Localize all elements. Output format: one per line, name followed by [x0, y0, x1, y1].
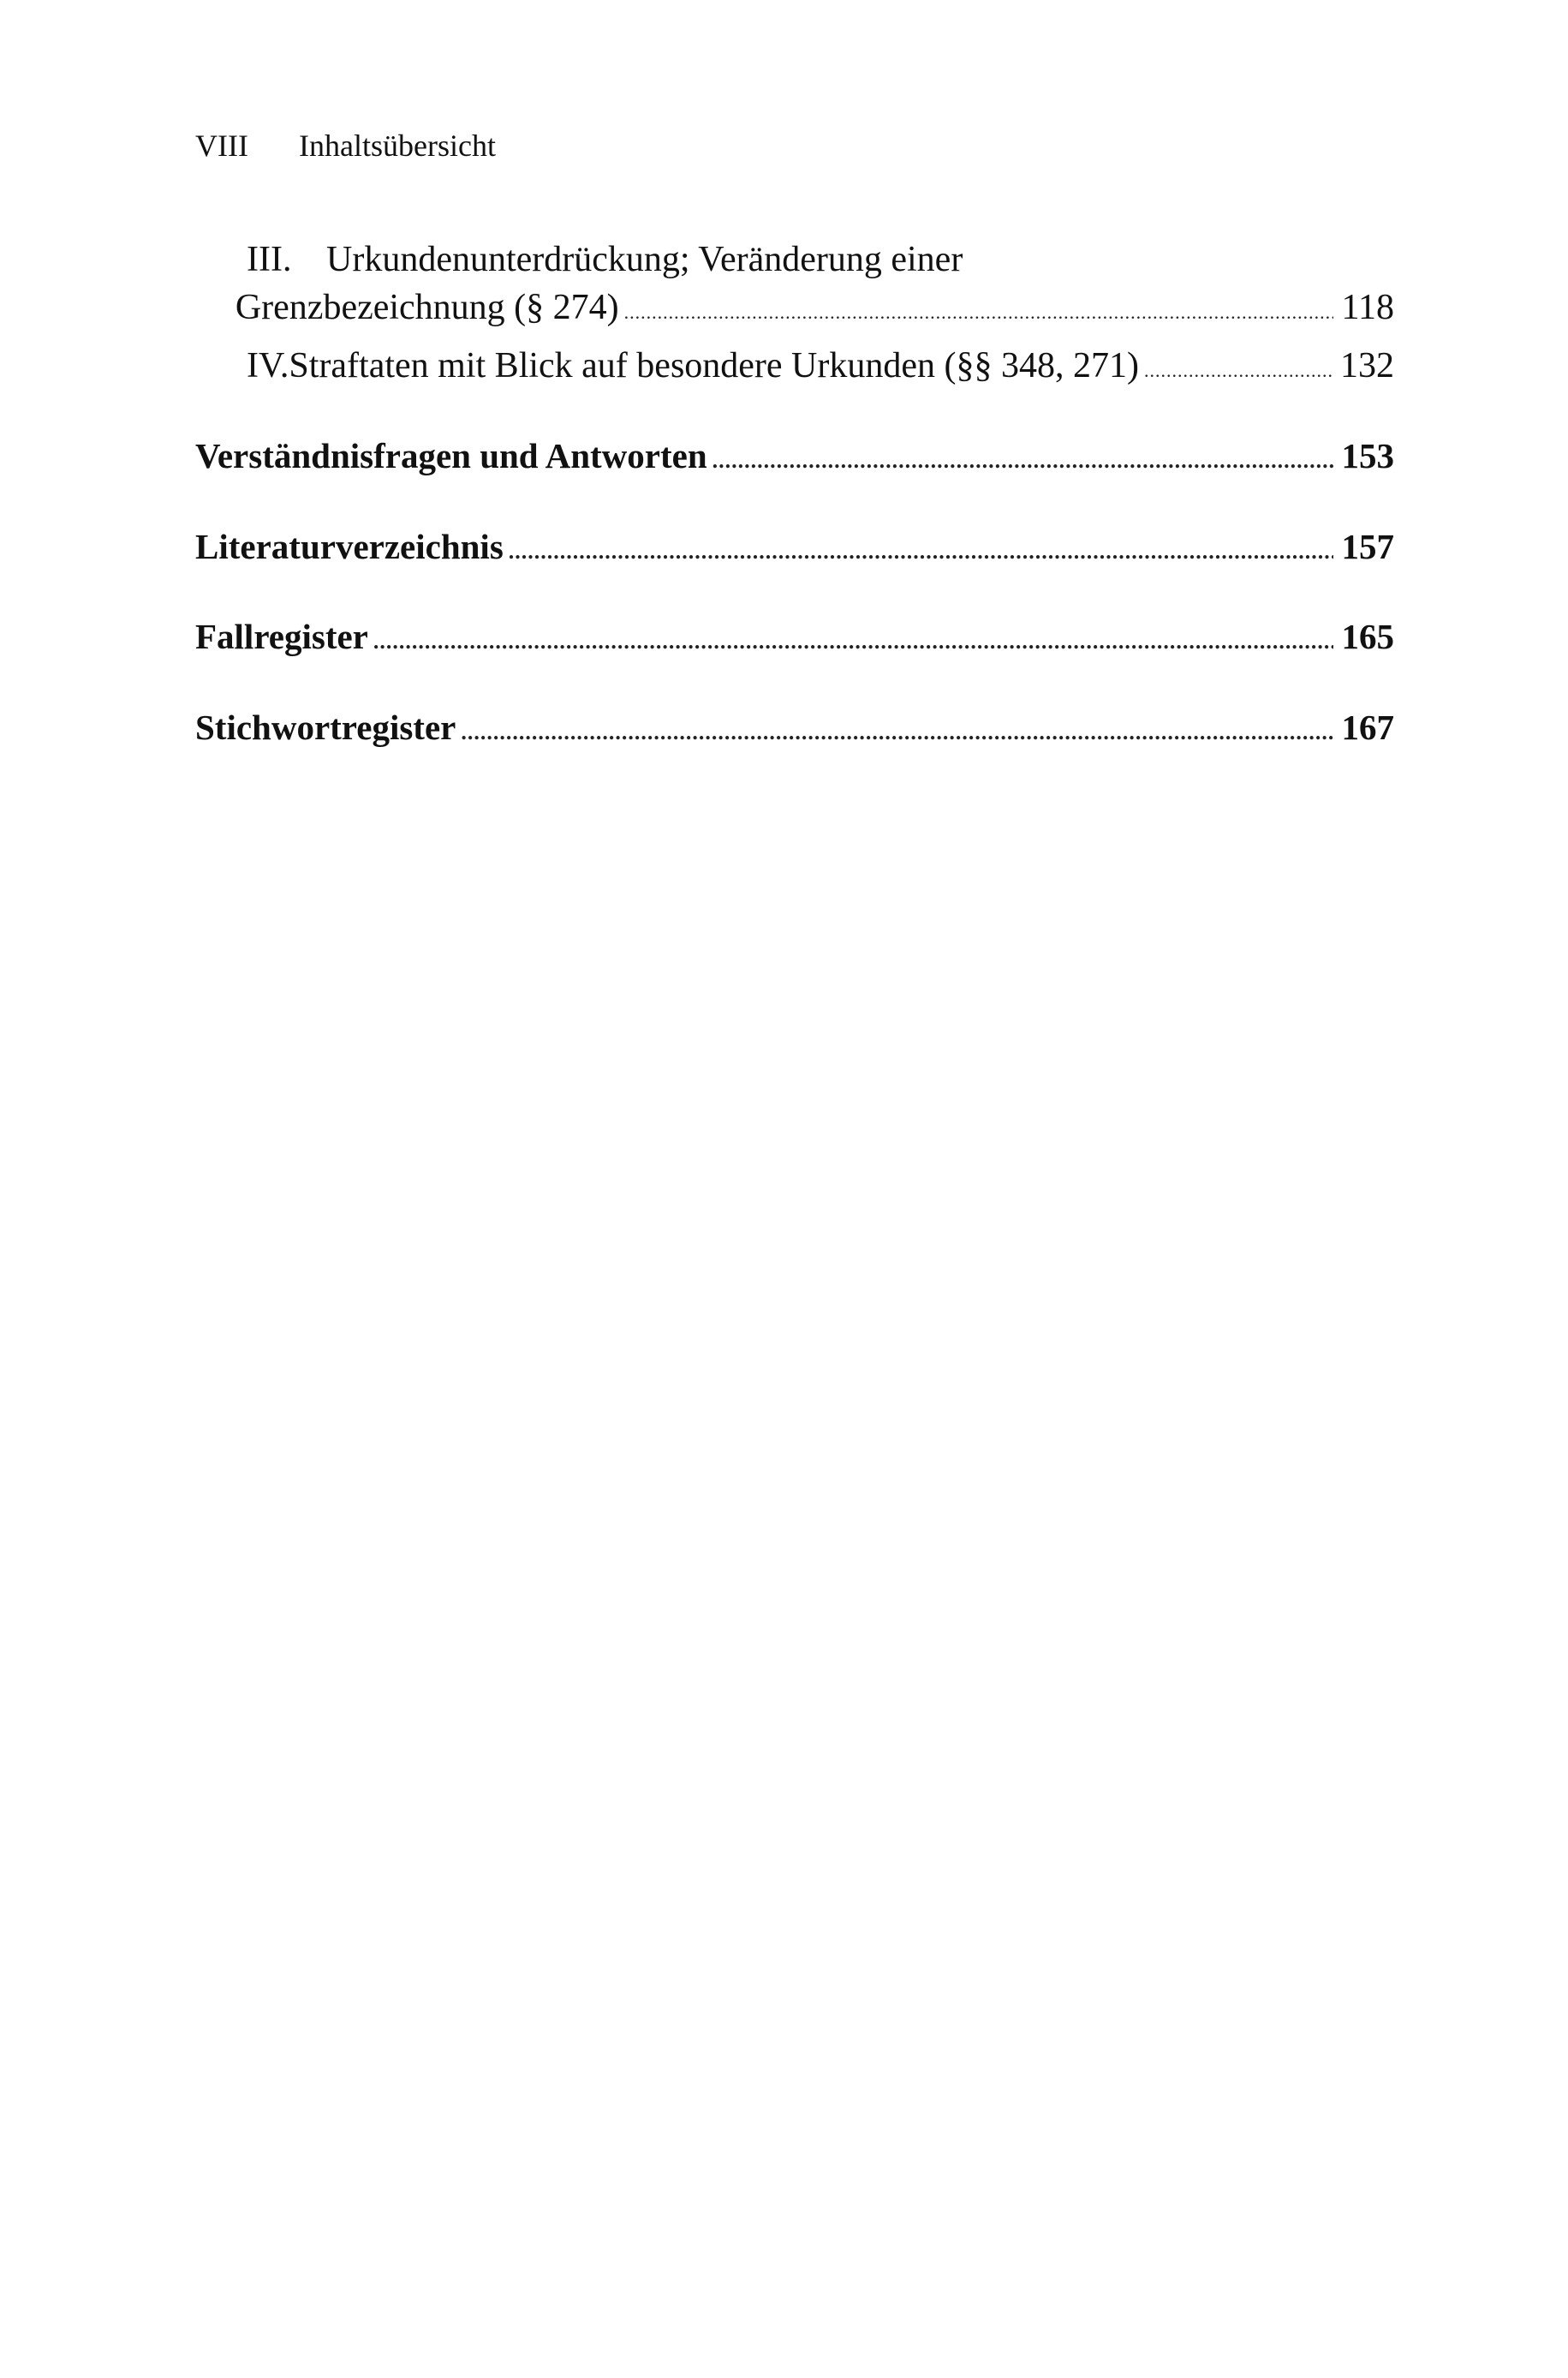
toc-entry-iv[interactable]	[195, 343, 1394, 394]
dot-leader	[712, 438, 1333, 484]
dot-leader	[461, 709, 1333, 756]
toc-entry-iii-line2[interactable]	[195, 284, 1394, 336]
dot-leader	[624, 290, 1333, 336]
toc-entry-title: Literaturverzeichnis	[195, 527, 504, 566]
toc-entry-page: 132	[1340, 346, 1394, 385]
toc-entry-verstaendnisfragen[interactable]	[195, 433, 1394, 484]
toc-entry-fallregister[interactable]	[195, 613, 1394, 665]
dot-leader	[1144, 348, 1332, 394]
toc-entry-title: Urkundenunterdrückung; Veränderung einer	[326, 240, 963, 279]
toc-entry-title: Straftaten mit Blick auf besondere Urkunden (§§ 348, 271)	[289, 346, 1139, 385]
toc-entry-iii-line1	[195, 236, 1394, 283]
dot-leader	[509, 529, 1333, 575]
toc-entry-page: 118	[1341, 288, 1394, 327]
header-page-number: VIII	[195, 128, 248, 163]
toc-entry-page: 153	[1341, 436, 1394, 475]
dot-leader	[373, 618, 1333, 665]
toc-entry-title: Grenzbezeichnung (§ 274)	[235, 288, 619, 327]
toc-entry-number: III.	[247, 240, 292, 279]
toc-entry-title: Verständnisfragen und Antworten	[195, 436, 707, 475]
toc-entry-literaturverzeichnis[interactable]	[195, 523, 1394, 575]
toc-entry-page: 167	[1341, 708, 1394, 747]
toc-entry-stichwortregister[interactable]	[195, 704, 1394, 756]
toc-entry-number: IV.	[247, 346, 289, 385]
header-running-title: Inhaltsübersicht	[299, 128, 496, 163]
running-header	[195, 128, 496, 163]
toc-entry-page: 165	[1341, 617, 1394, 656]
toc-entry-title: Stichwortregister	[195, 708, 456, 747]
toc-entry-title: Fallregister	[195, 617, 368, 656]
toc-entry-page: 157	[1341, 527, 1394, 566]
